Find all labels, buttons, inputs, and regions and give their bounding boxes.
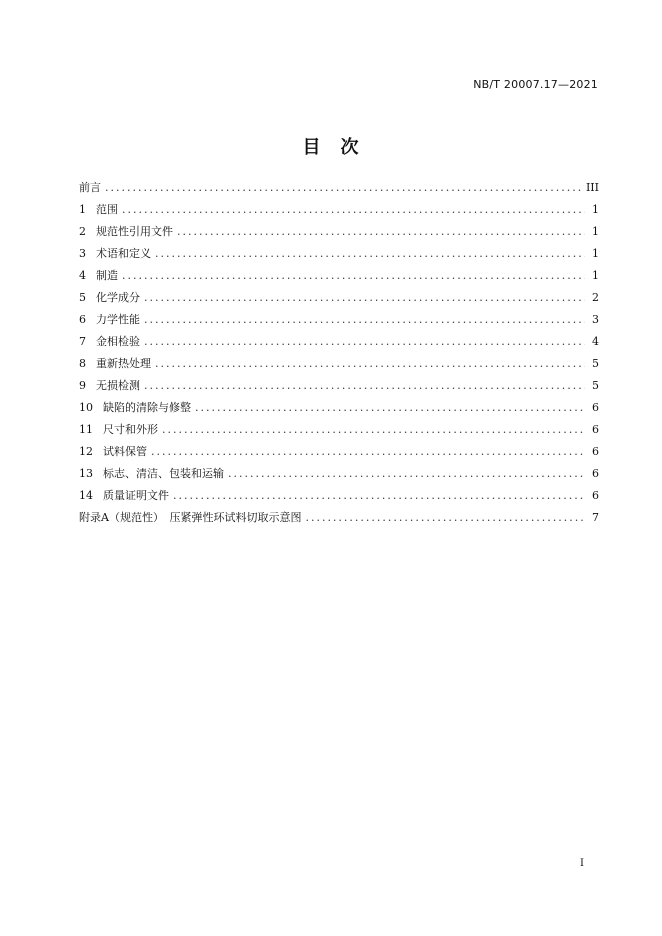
toc-entry[interactable] <box>79 290 599 312</box>
toc-entry-page: 6 <box>592 467 599 480</box>
toc-entry-label: 尺寸和外形 <box>103 423 158 436</box>
toc-entry[interactable] <box>79 400 599 422</box>
toc-leader-dots <box>151 444 585 460</box>
toc-entry-label: 力学性能 <box>96 313 140 326</box>
toc-entry-label: 重新热处理 <box>96 357 151 370</box>
toc-entry-label: 制造 <box>96 269 118 282</box>
toc-entry-number: 12 <box>79 445 93 458</box>
toc-entry[interactable] <box>79 378 599 400</box>
toc-entry[interactable] <box>79 488 599 510</box>
toc-entry[interactable] <box>79 202 599 224</box>
toc-entry-page: III <box>585 181 599 194</box>
toc-entry-page: 1 <box>592 247 599 260</box>
toc-entry-number: 2 <box>79 225 86 238</box>
toc-entry-number: 11 <box>79 423 93 436</box>
toc-entry-page: 3 <box>592 313 599 326</box>
toc-entry-label: 术语和定义 <box>96 247 151 260</box>
toc-entry-label: 缺陷的清除与修整 <box>103 401 191 414</box>
toc-entry-number: 4 <box>79 269 86 282</box>
toc-entry-label: 附录A（规范性） 压紧弹性环试料切取示意图 <box>79 511 302 524</box>
toc-entry-page: 5 <box>592 379 599 392</box>
toc-leader-dots <box>122 268 585 284</box>
toc-entry-page: 1 <box>592 225 599 238</box>
toc-entry-number: 5 <box>79 291 86 304</box>
toc-entry-page: 6 <box>592 445 599 458</box>
toc-entry-label: 试料保管 <box>103 445 147 458</box>
toc-entry-appendix-a[interactable] <box>79 510 599 532</box>
toc-entry-number: 3 <box>79 247 86 260</box>
page-title: 目 次 <box>302 137 360 158</box>
toc-leader-dots <box>228 466 585 482</box>
toc-entry[interactable] <box>79 224 599 246</box>
toc-entry-page: 1 <box>592 203 599 216</box>
toc-entry-page: 6 <box>592 423 599 436</box>
toc-leader-dots <box>173 488 585 504</box>
toc-entry-number: 14 <box>79 489 93 502</box>
toc-entry-number: 8 <box>79 357 86 370</box>
toc-entry-label: 无损检测 <box>96 379 140 392</box>
toc-entry-label: 规范性引用文件 <box>96 225 173 238</box>
toc-leader-dots <box>105 180 582 196</box>
toc-leader-dots <box>144 334 585 350</box>
toc-leader-dots <box>122 202 585 218</box>
toc-leader-dots <box>305 510 585 526</box>
toc-entry-page: 2 <box>592 291 599 304</box>
toc-entry-label: 范围 <box>96 203 118 216</box>
toc-entry-page: 4 <box>592 335 599 348</box>
toc-entry-page: 5 <box>592 357 599 370</box>
page-number: I <box>580 858 584 869</box>
toc-entry[interactable] <box>79 312 599 334</box>
toc-leader-dots <box>195 400 585 416</box>
toc-entry[interactable] <box>79 246 599 268</box>
table-of-contents <box>79 180 599 532</box>
toc-leader-dots <box>162 422 585 438</box>
toc-entry-label: 质量证明文件 <box>103 489 169 502</box>
toc-entry-label: 前言 <box>79 181 101 194</box>
toc-entry-page: 6 <box>592 489 599 502</box>
toc-leader-dots <box>177 224 585 240</box>
standard-code: NB/T 20007.17—2021 <box>473 78 598 91</box>
toc-entry-number: 1 <box>79 203 86 216</box>
toc-entry-page: 7 <box>592 511 599 524</box>
toc-entry-number: 7 <box>79 335 86 348</box>
toc-leader-dots <box>144 378 585 394</box>
toc-entry-foreword[interactable] <box>79 180 599 202</box>
toc-leader-dots <box>144 290 585 306</box>
toc-entry-page: 6 <box>592 401 599 414</box>
toc-entry-label: 化学成分 <box>96 291 140 304</box>
toc-entry[interactable] <box>79 268 599 290</box>
toc-leader-dots <box>144 312 585 328</box>
toc-entry[interactable] <box>79 444 599 466</box>
toc-leader-dots <box>155 356 585 372</box>
toc-entry[interactable] <box>79 356 599 378</box>
toc-entry-label: 标志、清洁、包装和运输 <box>103 467 224 480</box>
toc-entry[interactable] <box>79 422 599 444</box>
toc-entry-number: 13 <box>79 467 93 480</box>
toc-leader-dots <box>155 246 585 262</box>
toc-entry[interactable] <box>79 334 599 356</box>
toc-entry[interactable] <box>79 466 599 488</box>
toc-entry-number: 6 <box>79 313 86 326</box>
toc-entry-label: 金相检验 <box>96 335 140 348</box>
toc-entry-page: 1 <box>592 269 599 282</box>
toc-entry-number: 9 <box>79 379 86 392</box>
toc-entry-number: 10 <box>79 401 93 414</box>
